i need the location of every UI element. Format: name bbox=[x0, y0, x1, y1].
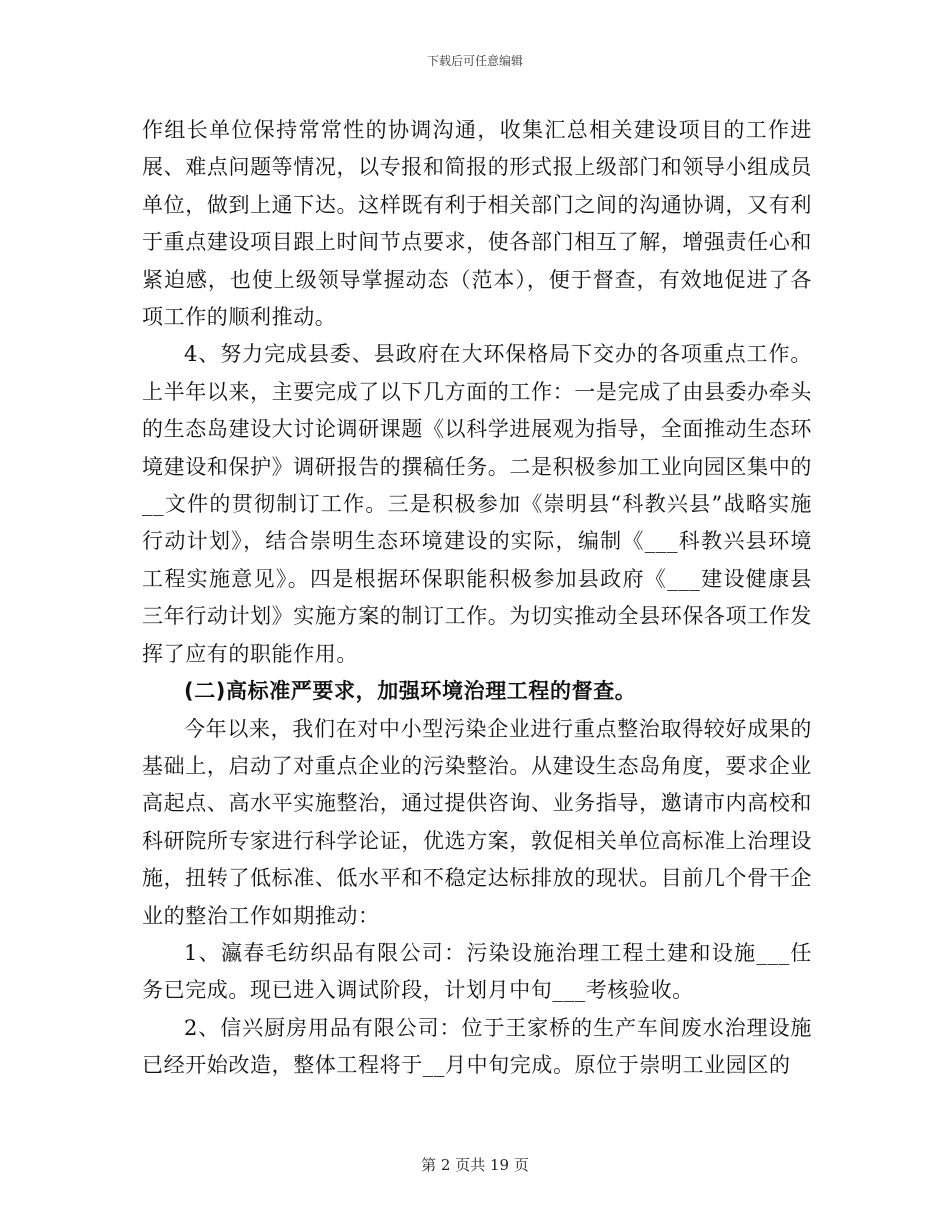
paragraph-item-4: 4、努力完成县委、县政府在大环保格局下交办的各项重点工作。上半年以来，主要完成了以下几方面的工作：一是完成了由县委办牵头的生态岛建设大讨论调研课题《以科学进展观为指导，全面推动生态环境建设和保护》调研报告的撰稿任务。二是积极参加工业向园区集中的__文件的贯彻制订工作。三是积极参加《崇明县“科教兴县”战略实施行动计划》，结合崇明生态环境建设的实际，编制《___科教兴县环境工程实施意见》。四是根据环保职能积极参加县政府《___建设健康县三年行动计划》实施方案的制订工作。为切实推动全县环保各项工作发挥了应有的职能作用。 bbox=[142, 342, 812, 666]
paragraph-intro: 今年以来，我们在对中小型污染企业进行重点整治取得较好成果的基础上，启动了对重点企业的污染整治。从建设生态岛角度，要求企业高起点、高水平实施整治，通过提供咨询、业务指导，邀请市内高校和科研院所专家进行科学论证，优选方案，敦促相关单位高标准上治理设施，扭转了低标准、低水平和不稳定达标排放的现状。目前几个骨干企业的整治工作如期推动： bbox=[142, 716, 812, 928]
paragraph-continuation: 作组长单位保持常常性的协调沟通，收集汇总相关建设项目的工作进展、难点问题等情况，以专报和简报的形式报上级部门和领导小组成员单位，做到上通下达。这样既有利于相关部门之间的沟通协调，又有利于重点建设项目跟上时间节点要求，使各部门相互了解，增强责任心和紧迫感，也使上级领导掌握动态（范本），便于督查，有效地促进了各项工作的顺利推动。 bbox=[142, 118, 812, 330]
page-footer: 第 2 页共 19 页 bbox=[421, 1156, 529, 1174]
page-header: 下载后可任意编辑 bbox=[426, 54, 523, 68]
section-heading: (二)高标准严要求，加强环境治理工程的督查。 bbox=[184, 679, 637, 704]
paragraph-item-1: 1、瀛春毛纺织品有限公司：污染设施治理工程土建和设施___任务已完成。现已进入调试阶段，计划月中旬___考核验收。 bbox=[142, 940, 812, 1003]
paragraph-item-2: 2、信兴厨房用品有限公司：位于王家桥的生产车间废水治理设施已经开始改造，整体工程将于__月中旬完成。原位于崇明工业园区的 bbox=[142, 1015, 812, 1078]
document-body bbox=[142, 112, 812, 1085]
